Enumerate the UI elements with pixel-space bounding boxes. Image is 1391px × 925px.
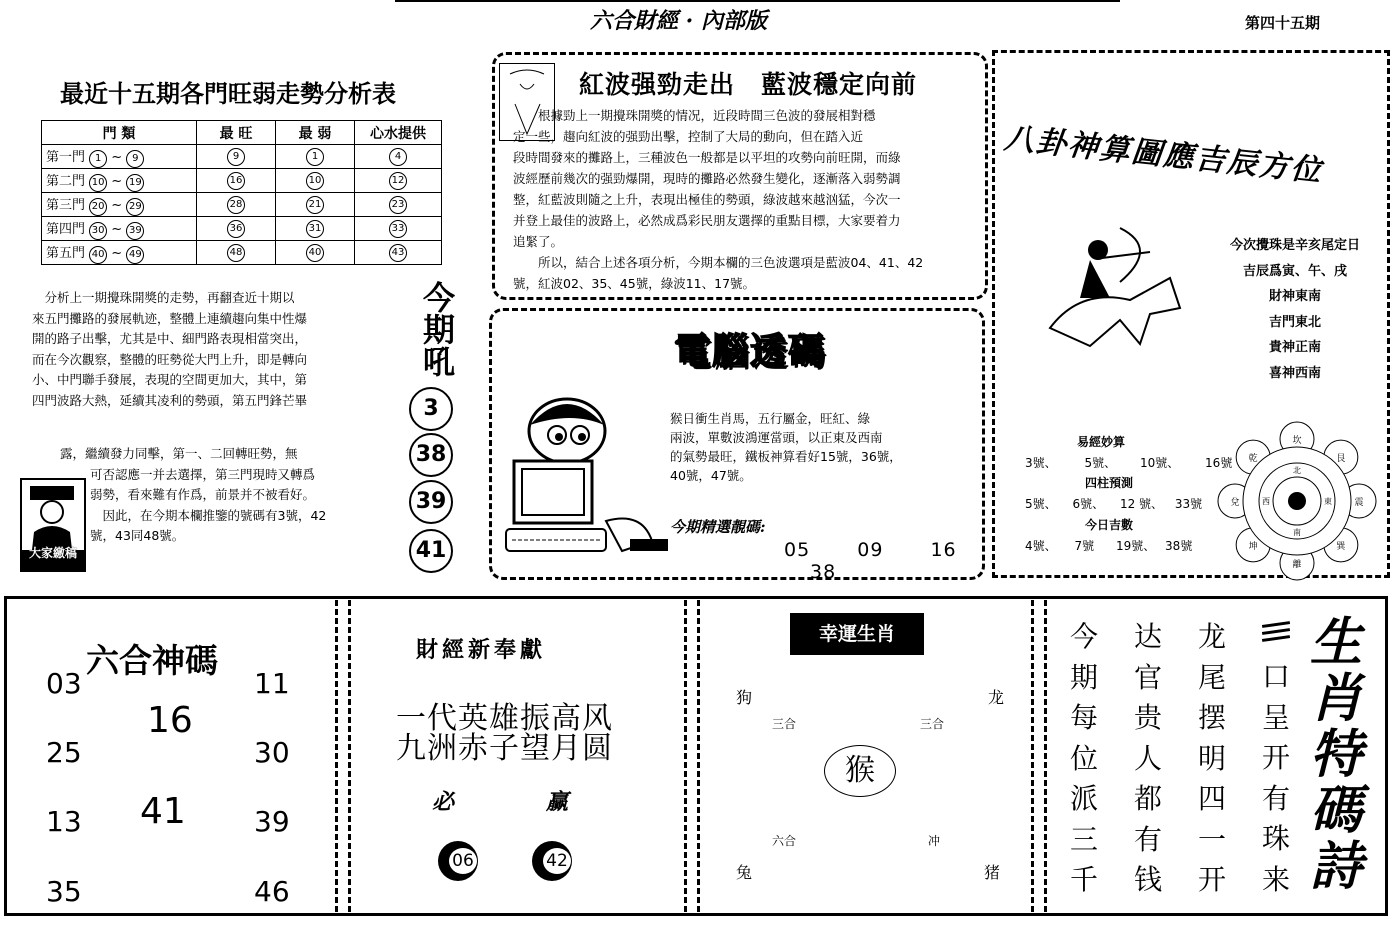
shout-title: 今期吼: [422, 279, 455, 381]
wheel-trigram: 震: [1354, 498, 1364, 508]
liuhe-number: 13: [46, 805, 82, 838]
wave-line: 整，紅藍波則隨之上升，表現出極佳的勢頭，綠波越來越汹猛，今次一: [513, 192, 901, 207]
jinri-num: 38號: [1165, 539, 1193, 553]
liuhe-panel: [20, 605, 332, 908]
liuhe-number: 11: [254, 667, 290, 700]
poem-column: [1064, 617, 1104, 901]
wheel-trigram: 兌: [1230, 498, 1240, 508]
yijing-row: [1025, 454, 1232, 471]
zodiac-sanhe-left: 三合: [772, 717, 797, 731]
tip-number-cell: [355, 241, 442, 265]
zodiac-chong: 冲: [928, 834, 941, 848]
zodiac-panel: [700, 605, 1030, 905]
computer-line: 猴日衝生肖馬，五行屬金，旺紅、綠: [670, 411, 871, 426]
hot-number-cell: [197, 217, 276, 241]
bagua-panel: [992, 50, 1390, 578]
tip-number-cell: [355, 193, 442, 217]
zodiac-dog: 狗: [736, 688, 753, 707]
yijing-title: 易經妙算: [1077, 435, 1126, 449]
computer-title: 電腦透碼: [674, 330, 827, 372]
wheel-direction: 東: [1324, 497, 1332, 506]
computer-line: 40號，47號。: [670, 468, 752, 483]
picks: [784, 539, 982, 583]
analysis-line: 因此，在今期本欄推鑒的號碼有3號，42: [90, 507, 327, 523]
sizhu-num: 5號、: [1025, 497, 1057, 511]
liuhe-number: 41: [140, 791, 186, 832]
poem-char: 口: [1261, 660, 1290, 693]
shout-number: 38: [409, 433, 453, 477]
wheel-trigram: 坤: [1248, 541, 1258, 552]
door-label: 第四門: [46, 221, 86, 237]
pick-number: 05: [784, 539, 811, 561]
bagua-info-line: 吉門東北: [1268, 314, 1321, 330]
gift-ying: 赢: [546, 789, 569, 815]
tip-number: 12: [389, 172, 407, 190]
poem-panel: [1050, 605, 1385, 905]
gift-line2: 九洲赤子望月圆: [396, 731, 613, 766]
zodiac-dragon: 龙: [988, 688, 1005, 707]
range-end: 39: [126, 222, 144, 240]
col-header: 門 類: [42, 121, 197, 145]
poem-char: 一: [1197, 822, 1226, 856]
computer-text: [670, 409, 960, 485]
wave-body: [513, 105, 987, 294]
range-sep: ~: [107, 197, 127, 213]
jinri-num: 4號、: [1025, 539, 1057, 553]
gift-ball: [532, 841, 572, 881]
analysis-text-indented: [60, 444, 400, 547]
jinri-num: 7號: [1074, 539, 1095, 553]
poem-char: 贵: [1133, 701, 1162, 734]
wheel-trigram: 艮: [1336, 454, 1346, 465]
trend-table: [41, 120, 442, 265]
poem-char: 明: [1197, 741, 1226, 775]
cold-number-cell: [276, 241, 355, 265]
hot-number: 16: [227, 172, 245, 190]
wave-line: 定一些，趨向紅波的强勁出擊，控制了大局的動向，但在踏入近: [513, 129, 864, 144]
liuhe-number: 46: [254, 875, 290, 908]
wave-line: 號，紅波02、35、45號，綠波11、17號。: [513, 276, 756, 291]
cold-number-cell: [276, 217, 355, 241]
col-header: 心水提供: [355, 121, 442, 145]
hot-number: 9: [227, 148, 245, 166]
hot-number-cell: [197, 169, 276, 193]
poem-char: 钱: [1133, 863, 1162, 896]
wheel-trigram: 坎: [1292, 436, 1302, 446]
analysis-line: 小、中門聯手發展，表現的空間更加大，其中，第: [32, 372, 308, 388]
wave-line: 所以，結合上述各項分析，今期本欄的三色波選項是藍波04、41、42: [513, 255, 924, 270]
wave-line: 波經歷前幾次的强勁爆開，現時的攤路必然發生變化，逐漸落入弱勢調: [513, 171, 901, 186]
col-header: 最 旺: [197, 121, 276, 145]
analysis-line: 四門波路大熱，延續其凌利的勢頭，第五門鋒芒畢: [32, 392, 308, 408]
stamp-figure: [20, 478, 86, 572]
range-end: 29: [126, 198, 144, 216]
range-sep: ~: [107, 149, 127, 165]
range-end: 49: [126, 246, 144, 264]
analysis-line: 號，43同48號。: [90, 528, 185, 544]
tip-number: 4: [389, 148, 407, 166]
door-cell: [42, 193, 197, 217]
poem-char: 千: [1069, 863, 1098, 896]
cold-number-cell: [276, 169, 355, 193]
poem-column: [1128, 617, 1168, 901]
hot-number-cell: [197, 241, 276, 265]
yijing-num: 10號、: [1139, 456, 1180, 470]
shout-number: 3: [409, 387, 453, 431]
tip-number: 23: [389, 196, 407, 214]
poem-char: 来: [1261, 862, 1290, 896]
poem-char: 三: [1069, 822, 1098, 856]
poem-title: [1300, 612, 1372, 897]
yijing-num: 5號、: [1084, 456, 1117, 470]
wave-line: 追緊了。: [513, 234, 564, 249]
cold-number-cell: [276, 193, 355, 217]
yijing-num: 16號: [1205, 456, 1233, 470]
poem-char: 官: [1133, 660, 1162, 694]
poem-char: 摆: [1197, 701, 1226, 734]
wheel-direction: 北: [1293, 466, 1301, 475]
tip-number: 33: [389, 220, 407, 238]
poem-char: 都: [1133, 782, 1162, 815]
cartoon-computer-icon: [502, 391, 672, 561]
analysis-line: 露，繼續發力同擊，第一、二回轉旺勢，無: [60, 446, 298, 461]
liuhe-title: 六合神碼: [86, 641, 218, 680]
wave-headline: 紅波强勁走出 藍波穩定向前: [579, 70, 918, 99]
zodiac-liuhe: 六合: [772, 834, 797, 848]
poem-char: 龙: [1197, 620, 1226, 653]
cold-number-cell: [276, 145, 355, 169]
gift-line1: 一代英雄振高风: [396, 701, 613, 736]
analysis-line: 可否認應一并去選擇，第三門現時又轉爲: [90, 466, 316, 482]
zodiac-pig: 猪: [984, 863, 1001, 882]
liuhe-number: 25: [46, 736, 82, 769]
wheel-direction: 西: [1262, 497, 1270, 506]
poem-char: 开: [1197, 863, 1226, 896]
range-start: 1: [89, 150, 107, 168]
pick-label: 今期精選靚碼:: [670, 518, 766, 536]
door-label: 第三門: [46, 197, 86, 213]
gift-ball-number: 06: [449, 848, 477, 874]
poem-char: 今: [1069, 620, 1098, 653]
hot-number: 36: [227, 220, 245, 238]
poem-title-char: 肖: [1309, 668, 1362, 729]
gift-bi: 必: [432, 789, 455, 815]
cold-number: 21: [306, 196, 324, 214]
poem-char: 有: [1133, 822, 1162, 856]
analysis-text: [32, 288, 402, 412]
top-rule: [395, 0, 1120, 2]
range-sep: ~: [107, 173, 127, 189]
analysis-line: 開的路子出擊，尤其是中、細門路表現相當突出，: [32, 331, 308, 347]
zodiac-title: 幸運生肖: [790, 613, 924, 655]
door-cell: [42, 217, 197, 241]
poem-title-char: 特: [1309, 724, 1362, 785]
sizhu-num: 12 號、: [1119, 497, 1164, 511]
computer-panel: [489, 308, 985, 583]
poem-char: 位: [1069, 741, 1098, 775]
zodiac-sanhe-right: 三合: [920, 717, 945, 731]
yijing-num: 3號、: [1025, 456, 1057, 470]
poem-char: 呈: [1261, 700, 1290, 734]
sizhu-title: 四柱預測: [1085, 476, 1134, 490]
door-label: 第一門: [46, 149, 86, 165]
table-row: [42, 169, 442, 193]
poem-char: 达: [1133, 620, 1162, 653]
divider: [1031, 600, 1047, 912]
trend-title: 最近十五期各門旺弱走勢分析表: [60, 79, 396, 108]
liuhe-number: 03: [46, 667, 82, 700]
trend-rows: [42, 145, 442, 265]
hot-number: 28: [227, 196, 245, 214]
gift-title: 財經新奉獻: [416, 637, 547, 663]
computer-line: 的氣勢最旺，鐵板神算看好15號，36號，: [670, 449, 902, 464]
cold-number: 1: [306, 148, 324, 166]
analysis-line: 分析上一期攪珠開獎的走勢，再翻查近十期以: [32, 290, 295, 305]
door-cell: [42, 145, 197, 169]
poem-char: 四: [1197, 782, 1226, 815]
wheel-trigram: 離: [1292, 560, 1302, 570]
table-row: [42, 145, 442, 169]
poem-char: 人: [1133, 741, 1162, 775]
poem-column: [1192, 617, 1232, 901]
table-row: [42, 193, 442, 217]
wave-line: 段時間發來的攤路上，三種波色一般都是以平坦的攻勢向前旺開，而綠: [513, 150, 901, 165]
poem-column: [1256, 657, 1296, 900]
hot-number: 48: [227, 244, 245, 262]
poem-title-char: 生: [1309, 612, 1362, 673]
wheel-trigram: 乾: [1248, 454, 1258, 465]
range-start: 30: [89, 222, 107, 240]
wheel-direction: 南: [1293, 528, 1301, 537]
door-cell: [42, 169, 197, 193]
sizhu-row: [1025, 495, 1202, 512]
poem-char: 有: [1261, 781, 1290, 815]
computer-line: 兩波，單數波鴻運當頭，以正東及西南: [670, 430, 883, 445]
divider: [684, 600, 700, 912]
wave-line: 根據勁上一期攪珠開獎的情况，近段時間三色波的發展相對穩: [513, 108, 876, 123]
trend-table-wrapper: [41, 120, 442, 265]
cold-number: 40: [306, 244, 324, 262]
analysis-line: 弱勢，看來難有作爲，前景并不被看好。: [90, 487, 316, 503]
analysis-line: 來五門攤路的發展軌迹，整體上連續趨向集中性爆: [32, 310, 308, 326]
poem-char: 尾: [1197, 660, 1226, 694]
masthead: 六合財經 · 內部版: [590, 8, 767, 34]
dash-mark-icon: [1262, 619, 1292, 649]
bagua-info-line: 吉辰爲寅、午、戌: [1242, 263, 1347, 279]
bagua-info-line: 今次攪珠是辛亥尾定日: [1229, 238, 1360, 253]
shout-number: 41: [409, 529, 453, 573]
poem-char: 开: [1261, 741, 1290, 774]
poem-char: 珠: [1261, 822, 1290, 855]
gift-panel: [350, 605, 680, 905]
gift-ball: [438, 841, 478, 881]
bagua-title: 八卦神算圖應吉辰方位: [1002, 120, 1325, 190]
shout-number: 39: [409, 480, 453, 524]
range-sep: ~: [107, 221, 127, 237]
tip-number-cell: [355, 145, 442, 169]
zodiac-center: 猴: [824, 745, 896, 797]
poem-char: 期: [1069, 660, 1098, 694]
door-label: 第二門: [46, 173, 86, 189]
archer-rider-icon: [1020, 218, 1200, 358]
col-header: 最 弱: [276, 121, 355, 145]
pick-number: 16: [930, 539, 957, 561]
door-cell: [42, 241, 197, 265]
sizhu-num: 33號: [1174, 497, 1203, 511]
liuhe-number: 30: [254, 736, 290, 769]
poem-title-char: 碼: [1309, 780, 1362, 841]
tip-number: 43: [389, 244, 407, 262]
pick-number: 09: [857, 539, 884, 561]
tip-number-cell: [355, 169, 442, 193]
bagua-info-line: 財神東南: [1268, 289, 1321, 304]
zodiac-rabbit: 兔: [736, 863, 753, 882]
bagua-info: [1200, 233, 1390, 386]
divider: [335, 600, 351, 912]
wave-panel: [492, 52, 988, 300]
wheel-trigram: 巽: [1336, 541, 1346, 552]
cold-number: 10: [306, 172, 324, 190]
table-row: [42, 241, 442, 265]
liuhe-number: 35: [46, 875, 82, 908]
bagua-wheel-icon: [1217, 421, 1377, 581]
poem-title-char: 詩: [1309, 836, 1362, 897]
door-label: 第五門: [46, 245, 86, 261]
range-sep: ~: [107, 245, 127, 261]
analysis-line: 而在今次觀察，整體的旺勢從大門上升，即是轉向: [32, 351, 308, 367]
tip-number-cell: [355, 217, 442, 241]
hot-number-cell: [197, 193, 276, 217]
pick-number: 38: [810, 561, 837, 583]
range-end: 9: [126, 150, 144, 168]
hot-number-cell: [197, 145, 276, 169]
wave-line: 并登上最佳的波路上，必然成爲彩民朋友選擇的重點目標，大家要着力: [513, 213, 901, 228]
liuhe-number: 39: [254, 805, 290, 838]
yin-yang-icon: [1288, 492, 1306, 510]
jinri-row: [1025, 537, 1192, 554]
range-start: 40: [89, 246, 107, 264]
bagua-info-line: 貴神正南: [1268, 340, 1321, 355]
range-start: 20: [89, 198, 107, 216]
bagua-info-line: 喜神西南: [1268, 365, 1321, 381]
table-row: [42, 217, 442, 241]
poem-char: 每: [1069, 701, 1098, 734]
sizhu-num: 6號、: [1072, 497, 1105, 511]
poem-char: 派: [1069, 782, 1098, 815]
jinri-num: 19號、: [1115, 539, 1156, 553]
range-end: 19: [126, 174, 144, 192]
jinri-title: 今日吉數: [1085, 518, 1134, 532]
stamp-text: 大家繳稿: [28, 546, 77, 560]
liuhe-number: 16: [147, 700, 193, 741]
cold-number: 31: [306, 220, 324, 238]
issue-number: 第四十五期: [1245, 14, 1321, 32]
range-start: 10: [89, 174, 107, 192]
gift-ball-number: 42: [543, 848, 571, 874]
